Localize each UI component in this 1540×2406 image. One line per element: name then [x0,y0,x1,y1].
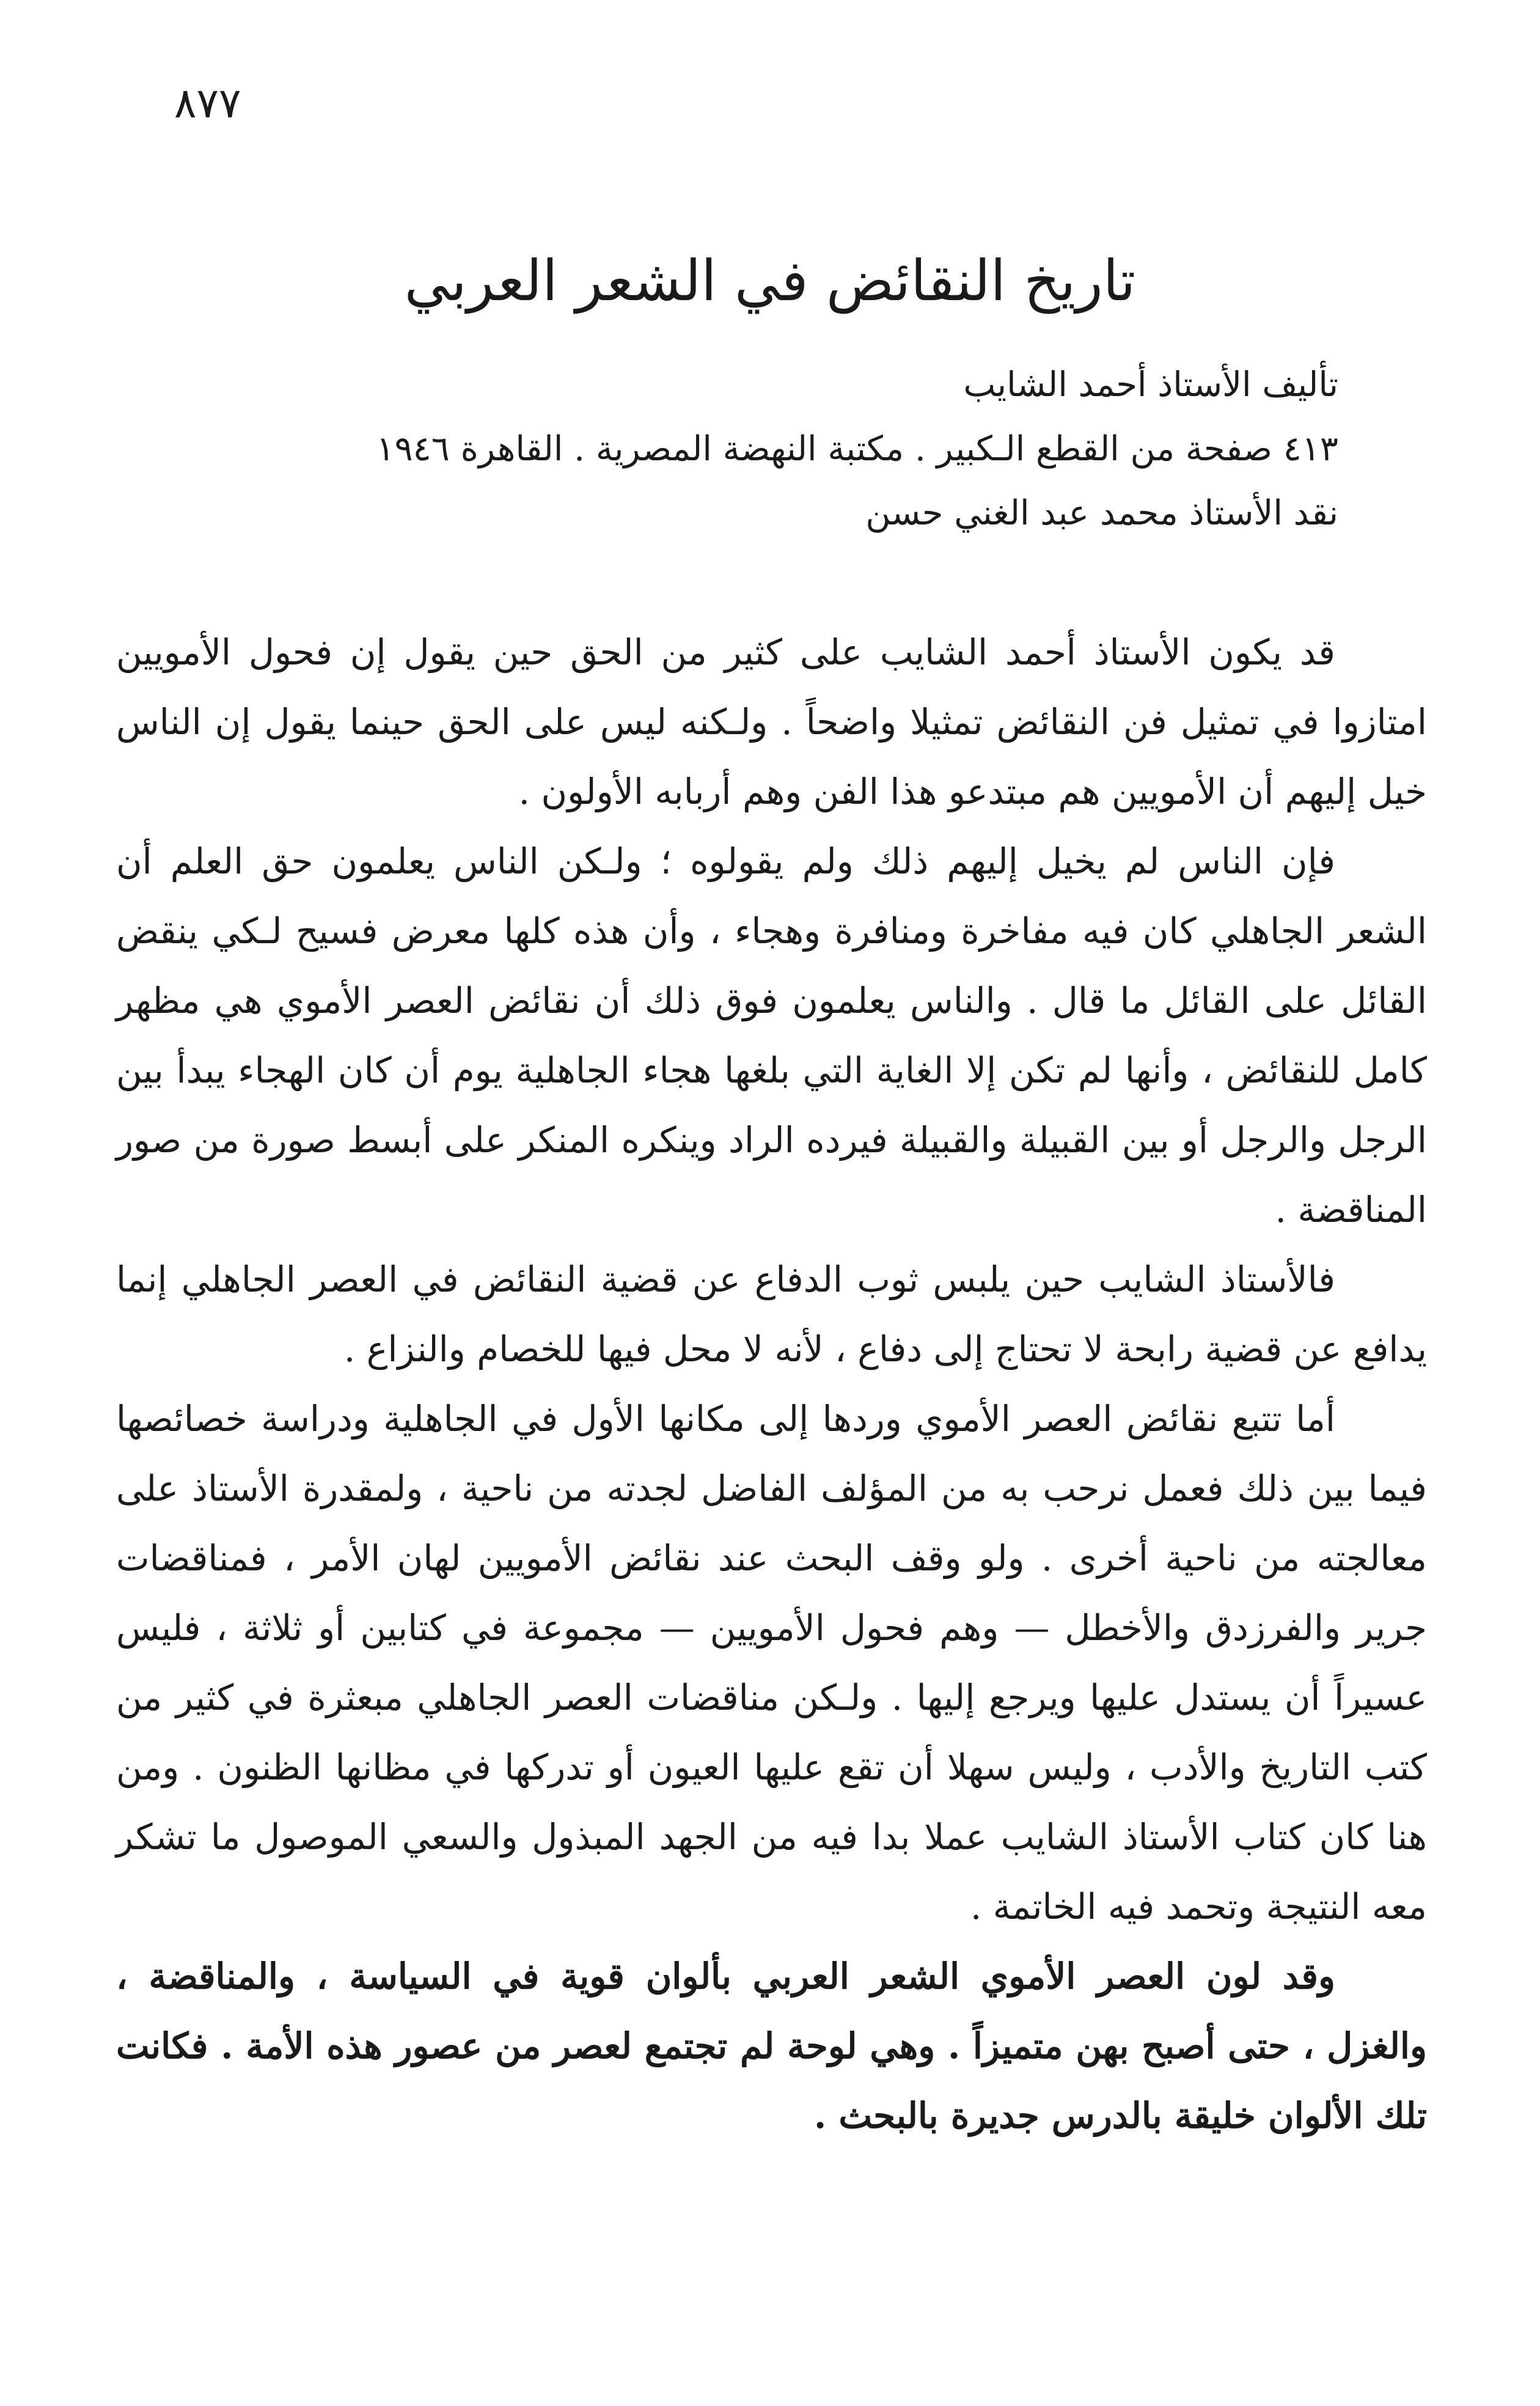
reviewer-line: نقد الأستاذ محمد عبد الغني حسن [865,493,1338,533]
article-body [116,617,1427,2150]
page-number: ٨٧٧ [174,79,241,128]
article-title: تاريخ النقائض في الشعر العربي [404,248,1136,314]
paragraph: فإن الناس لم يخيل إليهم ذلك ولم يقولوه ؛ ولـكن الناس يعلمون حق العلم أن الشعر الجاهلي كان فيه مفاخرة ومنافرة وهجاء ، وأن هذه كلها معرض فسيح لـكي ينقض القائل على القائل ما قال . والناس يعلمون فوق ذلك أن نقائض العصر الأموي هي مظهر كامل للنقائض ، وأنها لم تكن إلا الغاية التي بلغها هجاء الجاهلية يوم أن كان الهجاء يبدأ بين الرجل والرجل أو بين القبيلة والقبيلة فيرده الراد وينكره المنكر على أبسط صورة من صور المناقضة . [116,841,1427,1231]
paragraph: قد يكون الأستاذ أحمد الشايب على كثير من الحق حين يقول إن فحول الأمويين امتازوا في تمثيل فن النقائض تمثيلا واضحاً . ولـكنه ليس على الحق حينما يقول إن الناس خيل إليهم أن الأمويين هم مبتدعو هذا الفن وهم أربابه الأولون . [116,631,1427,812]
author-line: تأليف الأستاذ أحمد الشايب [963,365,1338,405]
paragraph: وقد لون العصر الأموي الشعر العربي بألوان قوية في السياسة ، والمناقضة ، والغزل ، حتى أصبح بهن متميزاً . وهي لوحة لم تجتمع لعصر من عصور هذه الأمة . فكانت تلك الألوان خليقة بالدرس جديرة بالبحث . [116,1955,1427,2136]
paragraph: فالأستاذ الشايب حين يلبس ثوب الدفاع عن قضية النقائض في العصر الجاهلي إنما يدافع عن قضية رابحة لا تحتاج إلى دفاع ، لأنه لا محل فيها للخصام والنزاع . [116,1259,1427,1370]
paragraph: أما تتبع نقائض العصر الأموي وردها إلى مكانها الأول في الجاهلية ودراسة خصائصها فيما بين ذلك فعمل نرحب به من المؤلف الفاضل لجدته من ناحية ، ولمقدرة الأستاذ على معالجته من ناحية أخرى . ولو وقف البحث عند نقائض الأمويين لهان الأمر ، فمناقضات جرير والفرزدق والأخطل — وهم فحول الأمويين — مجموعة في كتابين أو ثلاثة ، فليس عسيراً أن يستدل عليها ويرجع إليها . ولـكن مناقضات العصر الجاهلي مبعثرة في كثير من كتب التاريخ والأدب ، وليس سهلا أن تقع عليها العيون أو تدركها في مظانها الظنون . ومن هنا كان كتاب الأستاذ الشايب عملا بدا فيه من الجهد المبذول والسعي الموصول ما تشكر معه النتيجة وتحمد فيه الخاتمة . [116,1398,1427,1927]
publication-line: ٤١٣ صفحة من القطع الـكبير . مكتبة النهضة المصرية . القاهرة ١٩٤٦ [376,429,1338,469]
